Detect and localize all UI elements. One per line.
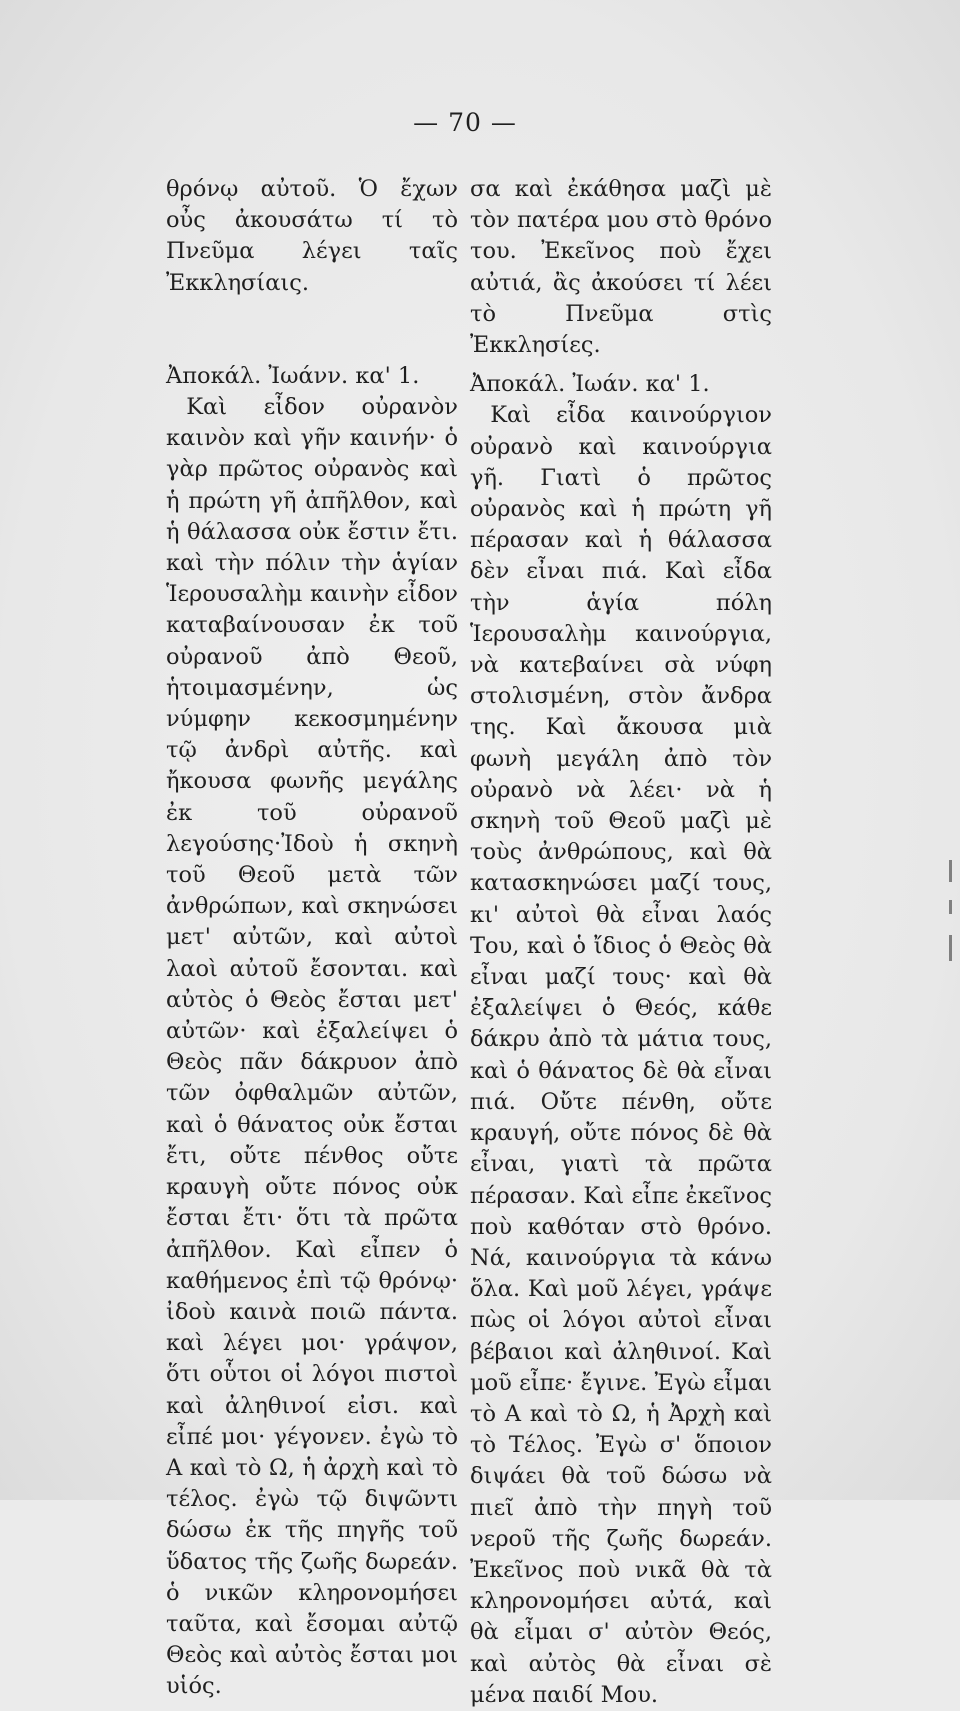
left-column-ancient-greek (166, 174, 458, 1703)
left-body-paragraph: Καὶ εἶδον οὐρανὸν καινὸν καὶ γῆν καινήν· ὁ γὰρ πρῶτος οὐρανὸς καὶ ἡ πρώτη γῆ ἀπῆλθον, καὶ ἡ θάλασσα οὐκ ἔστιν ἔτι. καὶ τὴν πόλιν τὴν ἁγίαν Ἱερουσαλὴμ καινὴν εἶδον καταβαίνουσαν ἐκ τοῦ οὐρανοῦ ἀπὸ Θεοῦ, ἡτοιμασμένην, ὡς νύμφην κεκοσμημένην τῷ ἀνδρὶ αὐτῆς. καὶ ἤκουσα φωνῆς μεγάλης ἐκ τοῦ οὐρανοῦ λεγούσης·Ἰδοὺ ἡ σκηνὴ τοῦ Θεοῦ μετὰ τῶν ἀνθρώπων, καὶ σκηνώσει μετ' αὐτῶν, καὶ αὐτοὶ λαοὶ αὐτοῦ ἔσονται. καὶ αὐτὸς ὁ Θεὸς ἔσται μετ' αὐτῶν· καὶ ἐξαλείψει ὁ Θεὸς πᾶν δάκρυον ἀπὸ τῶν ὀφθαλμῶν αὐτῶν, καὶ ὁ θάνατος οὐκ ἔσται ἔτι, οὔτε πένθος οὔτε κραυγὴ οὔτε πόνος οὐκ ἔσται ἔτι· ὅτι τὰ πρῶτα ἀπῆλθον. Καὶ εἶπεν ὁ καθήμενος ἐπὶ τῷ θρόνῳ· ἰδοὺ καινὰ ποιῶ πάντα. καὶ λέγει μοι· γράψον, ὅτι οὗτοι οἱ λόγοι πιστοὶ καὶ ἀληθινοί εἰσι. καὶ εἶπέ μοι· γέγονεν. ἐγὼ τὸ Α καὶ τὸ Ω, ἡ ἀρχὴ καὶ τὸ τέλος. ἐγὼ τῷ διψῶντι δώσω ἐκ τῆς πηγῆς τοῦ ὕδατος τῆς ζωῆς δωρεάν. ὁ νικῶν κληρονομήσει ταῦτα, καὶ ἔσομαι αὐτῷ Θεὸς καὶ αὐτὸς ἔσται μοι υἱός. (166, 394, 458, 1700)
right-scripture-reference: Ἀποκάλ. Ἰωάν. κα' 1. (470, 371, 710, 398)
right-body-paragraph: Καὶ εἶδα καινούργιον οὐρανὸ καὶ καινούργια γῆ. Γιατὶ ὁ πρῶτος οὐρανὸς καὶ ἡ πρώτη γῆ πέρασαν καὶ ἡ θάλασσα δὲν εἶναι πιά. Καὶ εἶδα τὴν ἁγία πόλη Ἱερουσαλὴμ καινούργια, νὰ κατεβαίνει σὰ νύφη στολισμένη, στὸν ἄνδρα της. Καὶ ἄκουσα μιὰ φωνὴ μεγάλη ἀπὸ τὸν οὐρανὸ νὰ λέει· νὰ ἡ σκηνὴ τοῦ Θεοῦ μαζὶ μὲ τοὺς ἀνθρώπους, καὶ θὰ κατασκηνώσει μαζί τους, κι' αὐτοὶ θὰ εἶναι λαός Του, καὶ ὁ ἴδιος ὁ Θεὸς θὰ εἶναι μαζί τους· καὶ θὰ ἐξαλείψει ὁ Θεός, κάθε δάκρυ ἀπὸ τὰ μάτια τους, καὶ ὁ θάνατος δὲ θὰ εἶναι πιά. Οὔτε πένθη, οὔτε κραυγή, οὔτε πόνος δὲ θὰ εἶναι, γιατὶ τὰ πρῶτα πέρασαν. Καὶ εἶπε ἐκεῖνος ποὺ καθόταν στὸ θρόνο. Νά, καινούργια τὰ κάνω ὅλα. Καὶ μοῦ λέγει, γράψε πὼς οἱ λόγοι αὐτοὶ εἶναι βέβαιοι καὶ ἀληθινοί. Καὶ μοῦ εἶπε· ἔγινε. Ἐγὼ εἶμαι τὸ Α καὶ τὸ Ω, ἡ Ἀρχὴ καὶ τὸ Τέλος. Ἐγὼ σ' ὅποιον διψάει θὰ τοῦ δώσω νὰ πιεῖ ἀπὸ τὴν πηγὴ τοῦ νεροῦ τῆς ζωῆς δωρεάν. Ἐκεῖνος ποὺ νικᾶ θὰ τὰ κληρονομήσει αὐτά, καὶ θὰ εἶμαι σ' αὐτὸν Θεός, καὶ αὐτὸς θὰ εἶναι σὲ μένα παιδί Μου. (470, 402, 772, 1708)
binding-mark (949, 860, 952, 882)
right-spacer (470, 361, 772, 369)
left-spacer (166, 299, 458, 361)
left-scripture-reference: Ἀποκάλ. Ἰωάνν. κα' 1. (166, 362, 420, 389)
left-opening-paragraph: θρόνῳ αὐτοῦ. Ὁ ἔχων οὖς ἀκουσάτω τί τὸ Πνεῦμα λέγει ταῖς Ἐκκλησίαις. (166, 176, 458, 296)
right-column-modern-greek (470, 174, 772, 1711)
binding-mark (949, 900, 952, 914)
binding-mark (949, 935, 952, 961)
page-number: — 70 — (413, 108, 517, 137)
right-opening-paragraph: σα καὶ ἐκάθησα μαζὶ μὲ τὸν πατέρα μου στὸ θρόνο του. Ἐκεῖνος ποὺ ἔχει αὐτιά, ἂς ἀκούσει τί λέει τὸ Πνεῦμα στὶς Ἐκκλησίες. (470, 176, 772, 359)
